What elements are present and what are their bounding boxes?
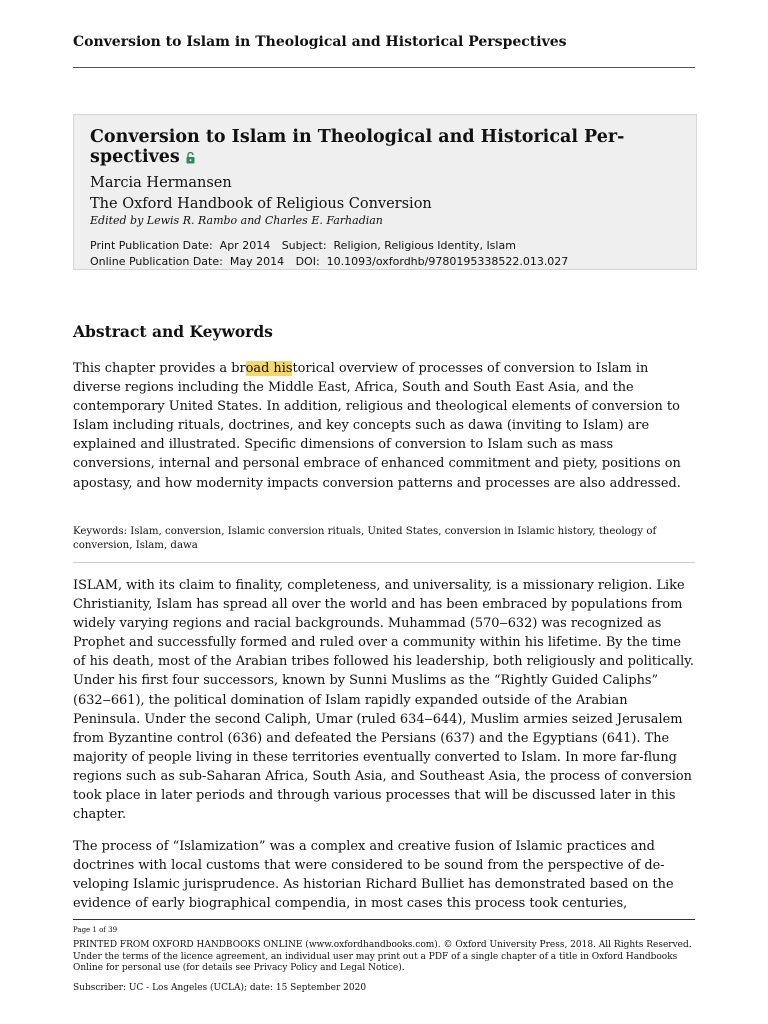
- subject-value: Religion, Religious Identity, Islam: [333, 239, 516, 252]
- doi-label: DOI:: [295, 254, 320, 268]
- author-name: Marcia Hermansen: [90, 175, 232, 191]
- header-divider: [73, 67, 695, 68]
- print-date: Apr 2014: [219, 239, 271, 252]
- abstract-heading: Abstract and Keywords: [73, 322, 273, 341]
- chapter-info-box: [73, 114, 697, 270]
- online-publication-row: [90, 254, 680, 270]
- chapter-title-line1: Conversion to Islam in Theological and Historical Per-: [90, 127, 625, 147]
- footer-divider: [73, 919, 695, 920]
- highlighted-text[interactable]: oad his: [245, 361, 293, 376]
- book-title: The Oxford Handbook of Religious Conversion: [90, 196, 432, 212]
- doi-value[interactable]: 10.1093/oxfordhb/9780195338522.013.027: [326, 254, 569, 268]
- publication-info: [90, 238, 680, 269]
- chapter-title: [90, 127, 690, 169]
- editors-line: Edited by Lewis R. Rambo and Charles E. Farhadian: [90, 214, 383, 227]
- open-lock-icon: [186, 149, 195, 169]
- page-number: Page 1 of 39: [73, 926, 118, 934]
- body-paragraph-1: ISLAM, with its claim to finality, completeness, and universality, is a missionary religion. Like Christianity, Islam has spread all over the world and has been embraced by populations from widely varying regions and racial backgrounds. Muhammad (570‒632) was recognized as Prophet and successfully formed and ruled over a community within his lifetime. By the time of his death, most of the Arabian tribes followed his leadership, both religiously and politically. Under his first four successors, known by Sunni Muslims as the “Rightly Guided Caliphs” (632‒661), the political domination of Islam rapidly expanded outside of the Arabian Peninsula. Under the second Caliph, Umar (ruled 634‒644), Muslim armies seized Jerusalem from Byzantine control (636) and defeated the Persians (637) and the Egyptians (641). The majority of people living in these territories eventually converted to Islam. In more far-flung regions such as sub-Saharan Africa, South Asia, and Southeast Asia, the process of conversion took place in later periods and through various processes that will be discussed later in this chapter.: [73, 578, 694, 823]
- chapter-title-line2: spectives: [90, 147, 180, 167]
- abstract-text-rest: torical overview of processes of conversion to Islam in diverse regions including the Middle East, Africa, South and South East Asia, and the contemporary United States. In addition, religious and theological elements of conversion to Islam including rituals, doctrines, and key concepts such as dawa (inviting to Islam) are explained and illustrated. Specific dimensions of conversion to Islam such as mass conversions, internal and personal embrace of enhanced commitment and piety, positions on apostasy, and how modernity impacts conversion patterns and processes are also addressed.: [73, 361, 681, 491]
- print-publication-row: [90, 238, 680, 254]
- print-date-label: Print Publication Date:: [90, 239, 213, 252]
- keywords-divider: [73, 562, 695, 563]
- copyright-notice: PRINTED FROM OXFORD HANDBOOKS ONLINE (www.oxfordhandbooks.com). © Oxford University Press, 2018. All Rights Reserved. Under the terms of the licence agreement, an individual user may print out a PDF of a single chapter of a title in Oxford Handbooks Online for personal use (for details see Privacy Policy and Legal Notice).: [73, 940, 692, 973]
- keywords: Keywords: Islam, conversion, Islamic conversion rituals, United States, conversion in Islamic history, theology of conversion, Islam, dawa: [73, 526, 657, 551]
- running-header: Conversion to Islam in Theological and Historical Perspectives: [73, 34, 567, 50]
- body-paragraph-2: The process of “Islamization” was a complex and creative fusion of Islamic practices and doctrines with local customs that were considered to be sound from the perspective of developing Islamic jurisprudence. As historian Richard Bulliet has demonstrated based on the evidence of early biographical compendia, in most cases this process took centuries,: [73, 839, 674, 912]
- abstract-text[interactable]: [73, 359, 695, 493]
- subscriber-info: Subscriber: UC - Los Angeles (UCLA); date: 15 September 2020: [73, 983, 367, 993]
- online-date-label: Online Publication Date:: [90, 254, 223, 268]
- online-date: May 2014: [229, 254, 285, 268]
- subject-label: Subject:: [281, 239, 327, 252]
- abstract-text-start: This chapter provides a br: [73, 361, 246, 376]
